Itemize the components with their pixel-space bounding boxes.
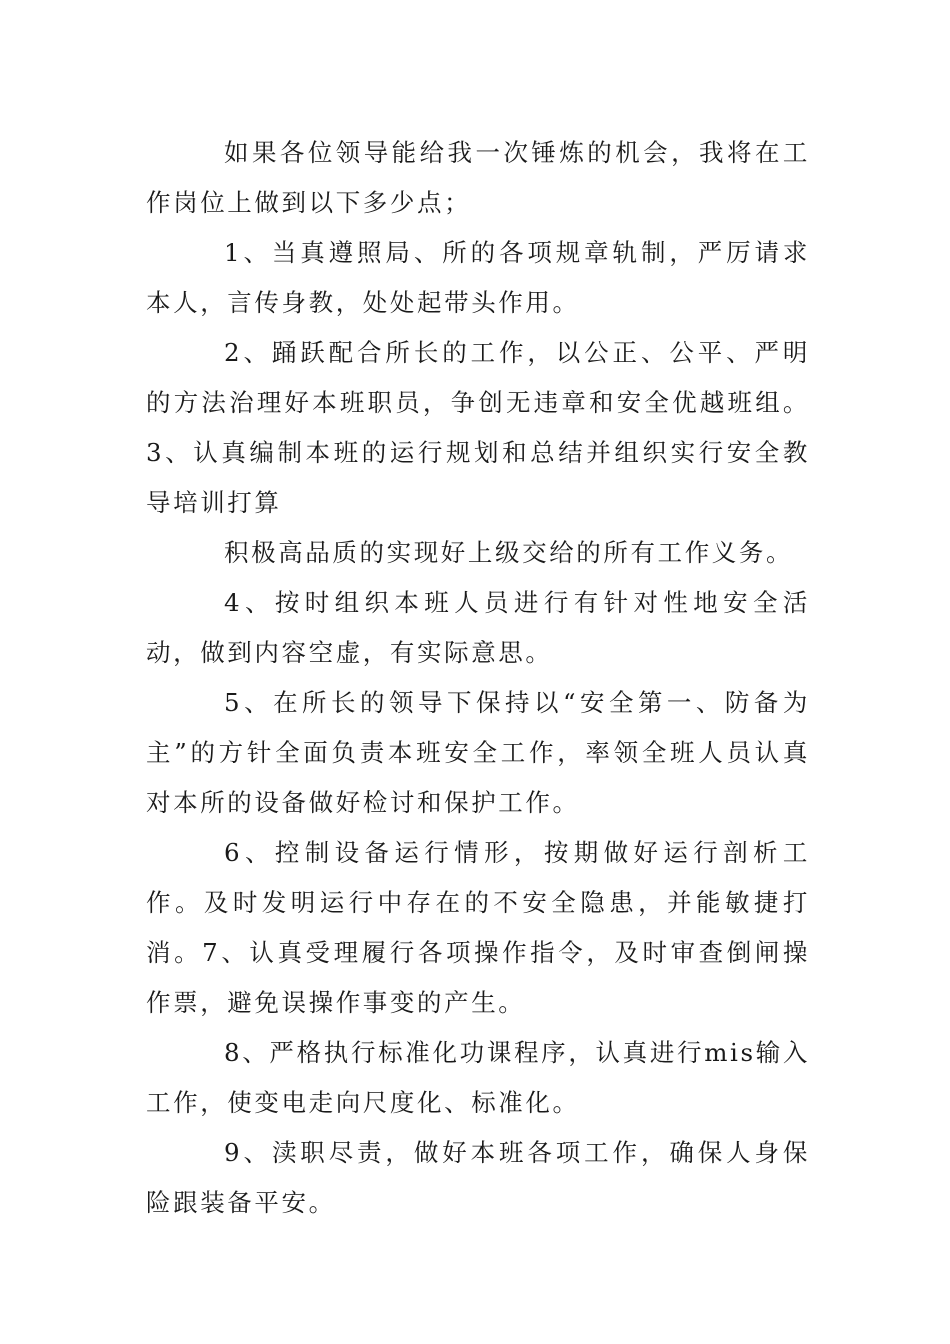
paragraph-item-2-3: 2、踊跃配合所长的工作，以公正、公平、严明的方法治理好本班职员，争创无违章和安全优越班组。3、认真编制本班的运行规划和总结并组织实行安全教导培训打算 — [146, 338, 810, 517]
paragraph-item-4: 4、按时组织本班人员进行有针对性地安全活动，做到内容空虚，有实际意思。 — [146, 588, 810, 667]
text-section-bottom — [146, 528, 810, 1228]
paragraph-item-6-7: 6、控制设备运行情形，按期做好运行剖析工作。及时发明运行中存在的不安全隐患，并能敏捷打消。7、认真受理履行各项操作指令，及时审查倒闸操作票，避免误操作事变的产生。 — [146, 838, 810, 1017]
paragraph-item-8: 8、严格执行标准化功课程序，认真进行mis输入工作，使变电走向尺度化、标准化。 — [146, 1038, 810, 1117]
paragraph-item-1: 1、当真遵照局、所的各项规章轨制，严厉请求本人，言传身教，处处起带头作用。 — [146, 238, 810, 317]
paragraph-intro: 如果各位领导能给我一次锤炼的机会，我将在工作岗位上做到以下多少点； — [146, 138, 810, 217]
paragraph-item-9: 9、渎职尽责，做好本班各项工作，确保人身保险跟装备平安。 — [146, 1138, 810, 1217]
paragraph-item-5: 5、在所长的领导下保持以“安全第一、防备为主”的方针全面负责本班安全工作，率领全班人员认真对本所的设备做好检讨和保护工作。 — [146, 688, 810, 817]
paragraph-continuation: 积极高品质的实现好上级交给的所有工作义务。 — [224, 538, 794, 567]
text-section-top — [146, 128, 810, 528]
